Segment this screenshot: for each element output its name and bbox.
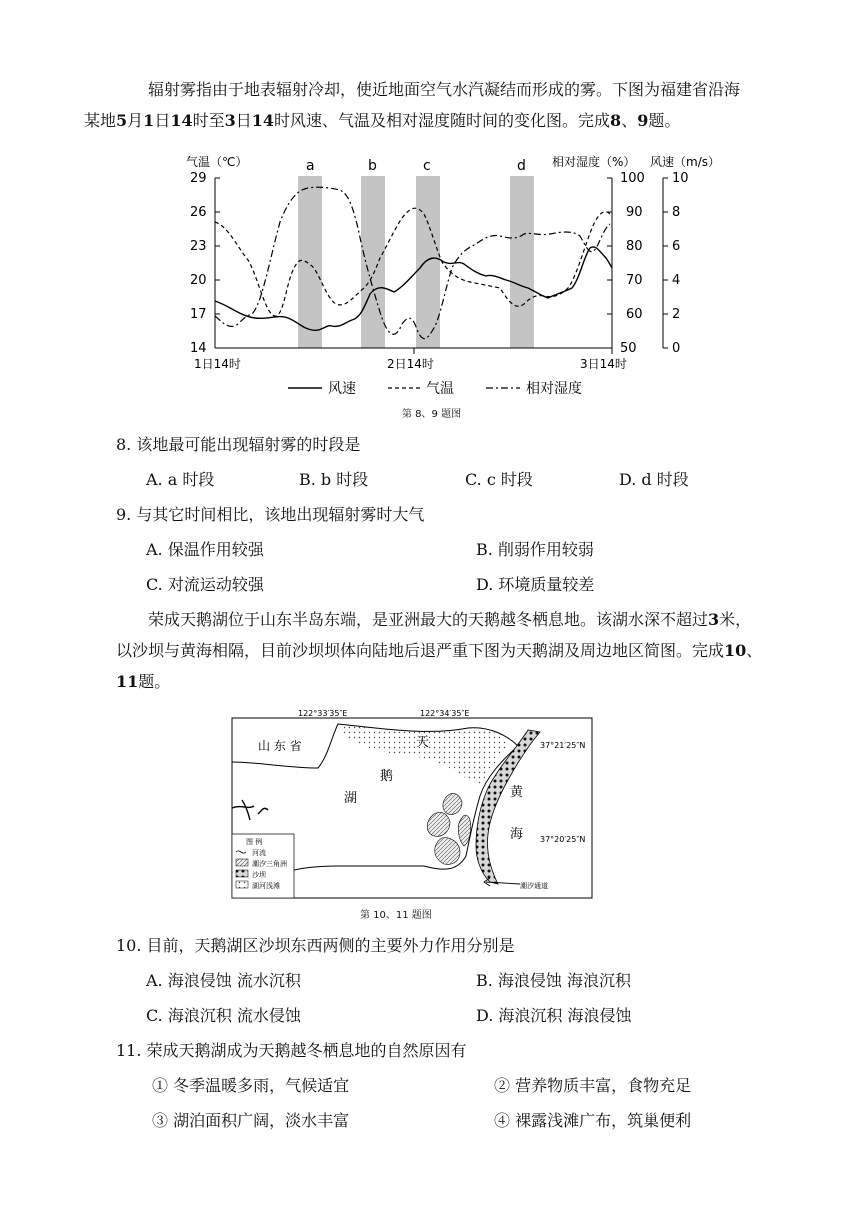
- q9-option-a: A. 保温作用较强: [146, 540, 264, 559]
- q10-option-d: D. 海浪沉积 海浪侵蚀: [476, 1006, 632, 1025]
- q11-option-1: ① 冬季温暖多雨，气候适宜: [152, 1076, 350, 1095]
- left-tick: 17: [190, 307, 207, 322]
- q11-option-2: ② 营养物质丰富，食物充足: [494, 1076, 692, 1095]
- mid-tick: 50: [620, 341, 637, 356]
- x-tick: 2日14时: [387, 357, 434, 371]
- left-tick: 26: [190, 205, 207, 220]
- right-tick: 8: [672, 205, 681, 220]
- map-legend-sandbar: 沙坝: [252, 871, 266, 879]
- q8-option-b: B. b 时段: [299, 470, 369, 489]
- map-legend-shoal: 湖河浅滩: [252, 882, 280, 890]
- period-bar-d: [510, 176, 534, 348]
- left-tick: 14: [190, 341, 207, 356]
- legend-temp-label: 气温: [426, 381, 454, 397]
- series-wind-speed: [215, 247, 612, 330]
- intro-paragraph-2: [116, 604, 806, 697]
- q10-option-a: A. 海浪侵蚀 流水沉积: [146, 971, 301, 990]
- q8-option-a: A. a 时段: [146, 470, 215, 489]
- map-lon-1: 122°33′35″E: [298, 709, 348, 718]
- mid-tick: 90: [626, 205, 643, 220]
- swan-lake-map: [228, 706, 600, 902]
- map-legend-title: 图 例: [246, 838, 263, 846]
- period-bar-b: [361, 176, 385, 348]
- period-bar-c: [416, 176, 440, 348]
- left-tick: 20: [190, 273, 207, 288]
- intro-2-line-3: 11题。: [116, 672, 171, 691]
- period-bar-a: [298, 176, 322, 348]
- x-tick: 3日14时: [580, 357, 627, 371]
- intro-2-line-1: 荣成天鹅湖位于山东半岛东端，是亚洲最大的天鹅越冬栖息地。该湖水深不超过3米，: [148, 610, 752, 629]
- map-caption: 第 10、11 题图: [360, 910, 432, 921]
- mid-axis-label: 相对湿度（%）: [552, 155, 636, 169]
- intro-paragraph-1: [84, 74, 806, 136]
- map-lat-2: 37°20′25″N: [540, 835, 586, 844]
- right-axis-label: 风速（m/s）: [650, 155, 720, 169]
- mid-tick: 100: [620, 171, 645, 186]
- map-lat-1: 37°21′25″N: [540, 741, 586, 750]
- period-label-c: c: [423, 158, 431, 174]
- left-tick: 23: [190, 239, 207, 254]
- q11-option-3: ③ 湖泊面积广阔，淡水丰富: [152, 1111, 350, 1130]
- mid-tick: 80: [626, 239, 643, 254]
- mid-tick: 60: [626, 307, 643, 322]
- q9-option-b: B. 削弱作用较弱: [476, 540, 594, 559]
- right-tick: 6: [672, 239, 681, 254]
- right-tick: 10: [672, 171, 689, 186]
- map-lake-3: 湖: [344, 791, 358, 806]
- period-label-b: b: [368, 158, 377, 174]
- q11-stem: 11. 荣成天鹅湖成为天鹅越冬栖息地的自然原因有: [116, 1041, 467, 1060]
- q9-option-d: D. 环境质量较差: [476, 575, 595, 594]
- q8-stem: 8. 该地最可能出现辐射雾的时段是: [116, 435, 361, 454]
- right-tick: 2: [672, 307, 681, 322]
- left-tick: 29: [190, 171, 207, 186]
- right-tick: 4: [672, 273, 681, 288]
- map-province: 山 东 省: [258, 739, 302, 753]
- q10-option-b: B. 海浪侵蚀 海浪沉积: [476, 971, 632, 990]
- q8-option-c: C. c 时段: [465, 470, 533, 489]
- map-lake-1: 天: [416, 735, 430, 750]
- map-lake-2: 鹅: [380, 769, 394, 784]
- map-sea-2: 海: [510, 827, 524, 842]
- chart-caption: 第 8、9 题图: [402, 409, 462, 420]
- right-tick: 0: [672, 341, 681, 356]
- intro-2-line-2: 以沙坝与黄海相隔，目前沙坝坝体向陆地后退严重下图为天鹅湖及周边地区简图。完成10、: [116, 641, 763, 660]
- q10-option-c: C. 海浪沉积 流水侵蚀: [146, 1006, 301, 1025]
- left-axis-label: 气温（℃）: [186, 155, 248, 169]
- map-legend-river: 河流: [252, 849, 266, 857]
- q10-stem: 10. 目前，天鹅湖区沙坝东西两侧的主要外力作用分别是: [116, 936, 515, 955]
- q9-stem: 9. 与其它时间相比，该地出现辐射雾时大气: [116, 505, 425, 524]
- intro-1-line-2: 某地5月1日14时至3日14时风速、气温及相对湿度随时间的变化图。完成8、9题。: [84, 111, 681, 130]
- q9-option-c: C. 对流运动较强: [146, 575, 264, 594]
- legend-rh-label: 相对湿度: [526, 381, 582, 397]
- q8-option-d: D. d 时段: [619, 470, 689, 489]
- series-temperature: [215, 208, 610, 316]
- weather-chart: [180, 148, 740, 408]
- period-label-d: d: [517, 158, 526, 174]
- map-sea-1: 黄: [510, 785, 524, 800]
- q11-option-4: ④ 裸露浅滩广布，筑巢便利: [494, 1111, 692, 1130]
- map-channel-label: 潮汐通道: [520, 882, 548, 890]
- mid-tick: 70: [626, 273, 643, 288]
- intro-1-line-1: 辐射雾指由于地表辐射冷却，使近地面空气水汽凝结而形成的雾。下图为福建省沿海: [148, 80, 741, 99]
- legend-wind-label: 风速: [328, 381, 356, 397]
- map-legend-delta: 潮汐三角洲: [252, 860, 287, 868]
- map-lon-2: 122°34′35″E: [420, 709, 470, 718]
- x-tick: 1日14时: [194, 357, 241, 371]
- period-label-a: a: [306, 158, 315, 174]
